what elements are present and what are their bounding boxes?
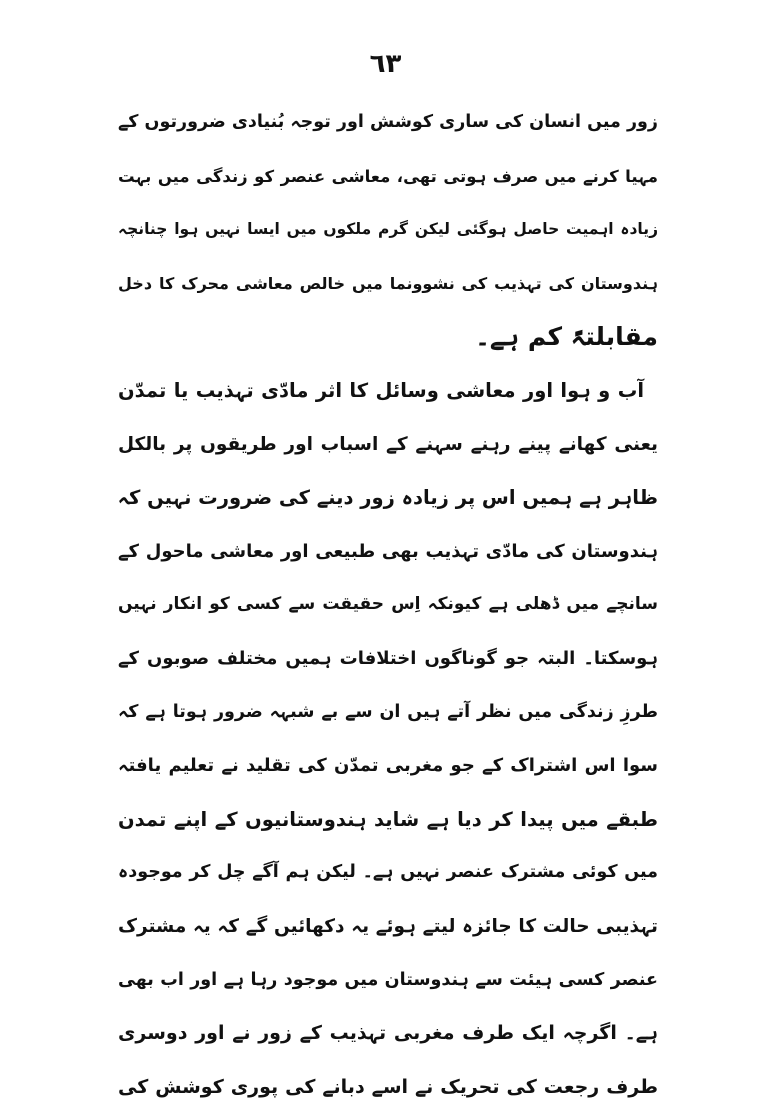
- page-number: ٦٣: [369, 49, 402, 79]
- text-line: آب و ہوا اور معاشی وسائل کا اثر مادّی تہذیب یا تمدّن: [118, 378, 644, 402]
- text-line: ہے۔ اگرچہ ایک طرف مغربی تہذیب کے زور نے اور دوسری: [118, 1022, 658, 1045]
- text-line: مہیا کرنے میں صرف ہوتی تھی، معاشی عنصر کو زندگی میں بہت: [118, 166, 658, 186]
- text-line: ہندوستان کی تہذیب کی نشوونما میں خالص معاشی محرک کا دخل: [118, 273, 658, 293]
- text-line: میں کوئی مشترک عنصر نہیں ہے۔ لیکن ہم آگے چل کر موجودہ: [118, 862, 658, 883]
- text-line: یعنی کھانے پینے رہنے سہنے کے اسباب اور طریقوں پر بالکل: [118, 433, 658, 455]
- text-line: سوا اس اشتراک کے جو مغربی تمدّن کی تقلید نے تعلیم یافتہ: [118, 755, 658, 777]
- text-line: عنصر کسی ہیئت سے ہندوستان میں موجود رہا ہے اور اب بھی: [118, 969, 658, 990]
- text-line: زور میں انسان کی ساری کوشش اور توجہ بُنیادی ضرورتوں کے: [118, 112, 658, 132]
- text-line: سانچے میں ڈھلی ہے کیونکہ اِس حقیقت سے کسی کو انکار نہیں: [118, 594, 658, 615]
- text-line: ظاہر ہے ہمیں اس پر زیادہ زور دینے کی ضرورت نہیں کہ: [118, 486, 658, 510]
- text-line: طبقے میں پیدا کر دیا ہے شاید ہندوستانیوں کے اپنے تمدن: [118, 807, 658, 831]
- body-text: [118, 96, 658, 1114]
- text-line: ہندوستان کی مادّی تہذیب بھی طبیعی اور معاشی ماحول کے: [118, 540, 658, 562]
- text-line: مقابلتہً کم ہے۔: [475, 322, 658, 352]
- text-line: تہذیبی حالت کا جائزہ لیتے ہوئے یہ دکھائیں گے کہ یہ مشترک: [118, 915, 658, 937]
- text-line: ہوسکتا۔ البتہ جو گوناگوں اختلافات ہمیں مختلف صوبوں کے: [118, 647, 658, 669]
- text-line: زیادہ اہمیت حاصل ہوگئی لیکن گرم ملکوں میں ایسا نہیں ہوا چنانچہ: [118, 220, 658, 239]
- text-line: طرزِ زندگی میں نظر آتے ہیں ان سے بے شبہہ ضرور ہوتا ہے کہ: [118, 701, 658, 722]
- text-line: طرف رجعت کی تحریک نے اسے دبانے کی پوری کوشش کی: [118, 1075, 658, 1098]
